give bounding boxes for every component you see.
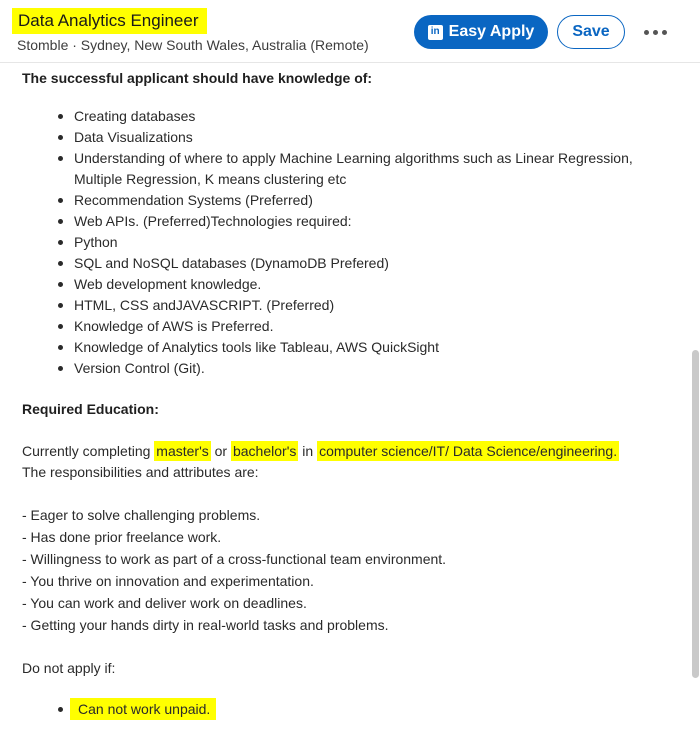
list-item: HTML, CSS andJAVASCRIPT. (Preferred) (22, 295, 672, 316)
list-item: Understanding of where to apply Machine Learning algorithms such as Linear Regression, Multiple Regression, K means clustering etc (22, 148, 672, 190)
save-button[interactable]: Save (557, 15, 625, 49)
education-in: in (298, 443, 318, 459)
list-item: Web APIs. (Preferred)Technologies required: (22, 211, 672, 232)
linkedin-icon: in (428, 25, 443, 40)
do-not-apply-list (22, 699, 672, 720)
responsibilities-list (22, 504, 672, 636)
list-item: - Getting your hands dirty in real-world tasks and problems. (22, 617, 389, 633)
list-item: - You can work and deliver work on deadlines. (22, 595, 307, 611)
education-prefix: Currently completing (22, 443, 155, 459)
knowledge-list (22, 106, 672, 379)
list-item: Version Control (Git). (22, 358, 672, 379)
list-item: Data Visualizations (22, 127, 672, 148)
do-not-apply-heading: Do not apply if: (22, 660, 116, 676)
list-item: Knowledge of AWS is Preferred. (22, 316, 672, 337)
education-or: or (210, 443, 231, 459)
more-dot (662, 30, 667, 35)
easy-apply-label: Easy Apply (448, 23, 535, 40)
more-dot (653, 30, 658, 35)
list-item (22, 699, 672, 720)
highlight-fields: computer science/IT/ Data Science/engineering. (319, 443, 618, 459)
list-item: Creating databases (22, 106, 672, 127)
list-item: - Eager to solve challenging problems. (22, 507, 261, 523)
education-requirement (22, 441, 672, 462)
job-header (0, 0, 700, 63)
list-item: - Willingness to work as part of a cross-functional team environment. (22, 551, 447, 567)
list-item: Recommendation Systems (Preferred) (22, 190, 672, 211)
highlight-masters: master's (156, 443, 209, 459)
highlight-unpaid: Can not work unpaid. (70, 698, 216, 720)
list-item: - You thrive on innovation and experimentation. (22, 573, 314, 589)
easy-apply-button[interactable] (414, 15, 548, 49)
list-item: Web development knowledge. (22, 274, 672, 295)
more-horizontal-icon[interactable] (640, 20, 670, 44)
job-company-location: Stomble · Sydney, New South Wales, Australia (Remote) (17, 37, 369, 53)
scrollbar-thumb[interactable] (692, 350, 699, 678)
knowledge-heading: The successful applicant should have knowledge of: (22, 70, 373, 86)
list-item: SQL and NoSQL databases (DynamoDB Prefered) (22, 253, 672, 274)
job-title[interactable]: Data Analytics Engineer (12, 8, 207, 34)
list-item: Knowledge of Analytics tools like Tableau, AWS QuickSight (22, 337, 672, 358)
responsibilities-intro: The responsibilities and attributes are: (22, 464, 259, 480)
job-description (22, 62, 672, 720)
list-item: Python (22, 232, 672, 253)
education-heading: Required Education: (22, 401, 159, 417)
highlight-bachelors: bachelor's (232, 443, 297, 459)
more-dot (644, 30, 649, 35)
list-item: - Has done prior freelance work. (22, 529, 222, 545)
